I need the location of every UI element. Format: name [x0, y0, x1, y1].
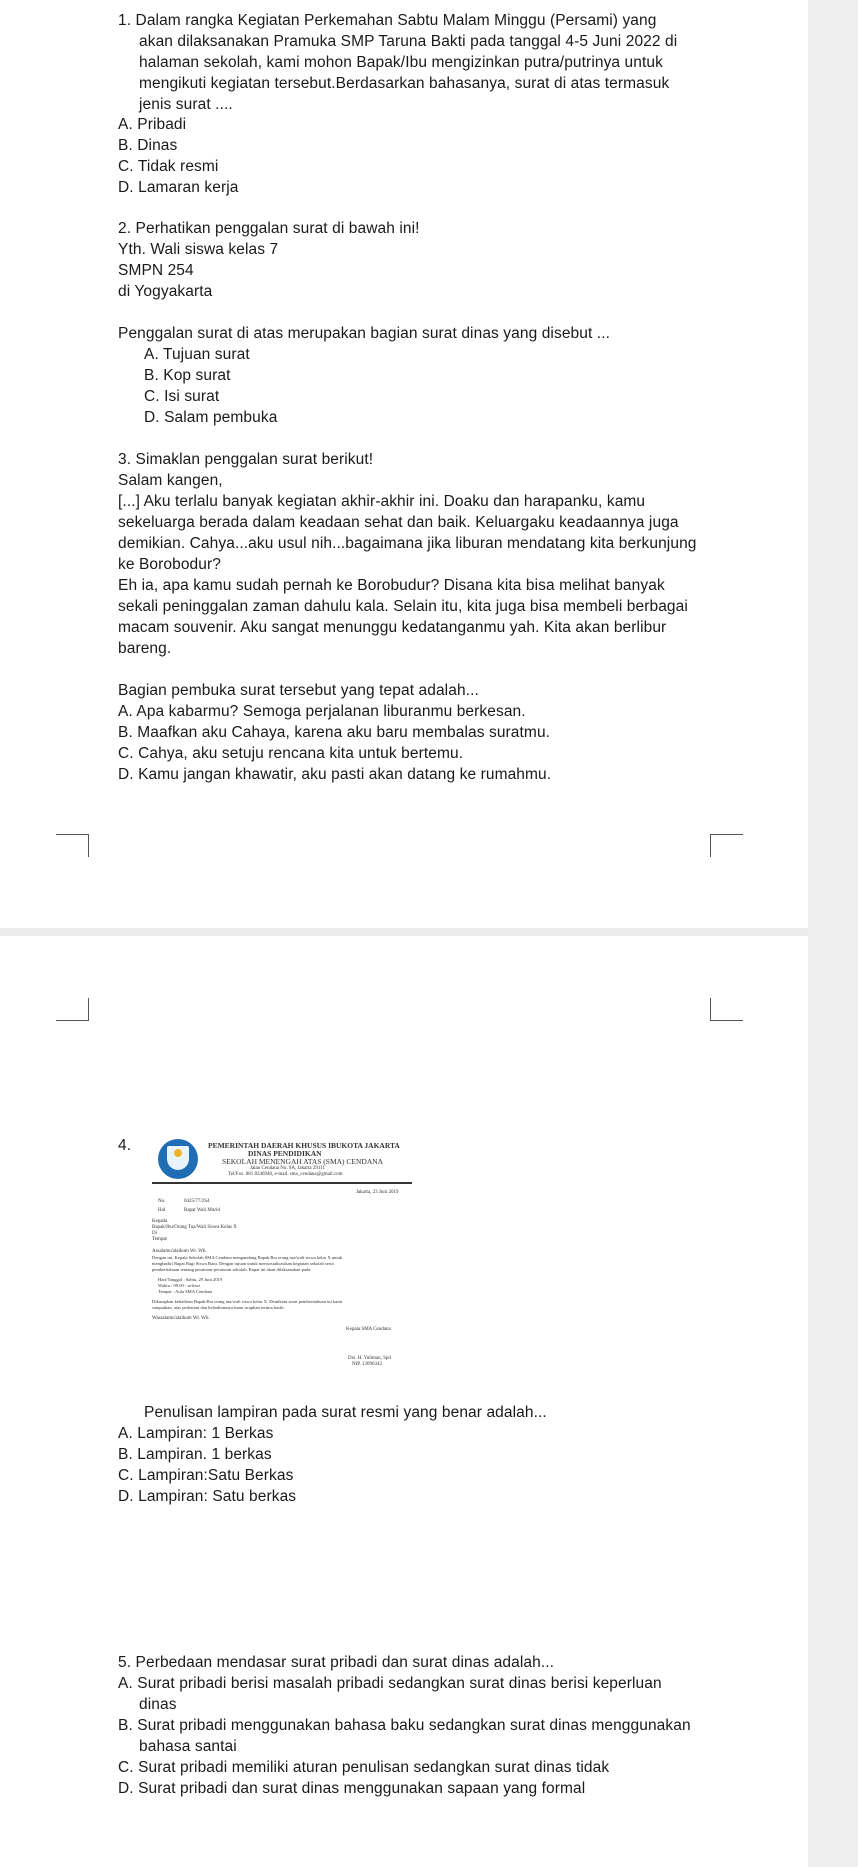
- q1-line: mengikuti kegiatan tersebut.Berdasarkan bahasanya, surat di atas termasuk: [139, 75, 670, 92]
- q2-line: di Yogyakarta: [118, 283, 213, 300]
- q3-option-c: C. Cahya, aku setuju rencana kita untuk bertemu.: [118, 745, 464, 762]
- q3-option-a: A. Apa kabarmu? Semoga perjalanan liburanmu berkesan.: [118, 703, 526, 720]
- q3-question: Bagian pembuka surat tersebut yang tepat adalah...: [118, 682, 479, 699]
- q3-line: sekeluarga berada dalam keadaan sehat dan baik. Keluargaku keadaannya juga: [118, 514, 679, 531]
- letterhead-rule: [152, 1182, 412, 1184]
- q2-option-a: A. Tujuan surat: [144, 346, 250, 363]
- letter-subject-label: Hal: [158, 1208, 166, 1213]
- q3-option-b: B. Maafkan aku Cahaya, karena aku baru membalas suratmu.: [118, 724, 551, 741]
- q5-option-a: A. Surat pribadi berisi masalah pribadi sedangkan surat dinas berisi keperluan: [118, 1675, 662, 1692]
- margin-mark: [710, 998, 743, 1021]
- letter-signatory-title: Kepala SMA Cendana: [346, 1327, 391, 1332]
- q3-line: Salam kangen,: [118, 472, 223, 489]
- letter-recipient: Kepada: [152, 1219, 168, 1224]
- letter-number-label: No.: [158, 1199, 166, 1204]
- letter-body: pemberitahuan tentang peraturan-peraturan sekolah. Rapat ini akan dilaksanakan pada:: [152, 1267, 312, 1272]
- q3-line: bareng.: [118, 640, 172, 657]
- letterhead-line: DINAS PENDIDIKAN: [248, 1149, 322, 1158]
- q1-line: halaman sekolah, kami mohon Bapak/Ibu mengizinkan putra/putrinya untuk: [139, 54, 663, 71]
- q4-question: Penulisan lampiran pada surat resmi yang benar adalah...: [144, 1404, 547, 1421]
- scrollbar-track[interactable]: [808, 0, 858, 1867]
- q4-option-a: A. Lampiran: 1 Berkas: [118, 1425, 274, 1442]
- letter-detail: Tempat : Aula SMA Cendana: [158, 1289, 213, 1294]
- letter-greeting: Assalamu'alaikum Wr. Wb.: [152, 1249, 207, 1254]
- q2-line: Yth. Wali siswa kelas 7: [118, 241, 279, 258]
- q3-line: macam souvenir. Aku sangat menunggu kedatanganmu yah. Kita akan berlibur: [118, 619, 667, 636]
- letter-number: 0425/77/2S4: [184, 1199, 210, 1204]
- q3-line: 3. Simaklan penggalan surat berikut!: [118, 451, 374, 468]
- letter-salutation: Wassalamu'alaikum Wr. Wb.: [152, 1316, 210, 1321]
- q4-option-d: D. Lampiran: Satu berkas: [118, 1488, 297, 1505]
- letterhead-line: Jalan Cendana No. 9A, Jakarta 29111: [250, 1166, 326, 1171]
- letter-closing: sampaikan, atas perhatian dan kehadirannya kami ucapkan terima kasih.: [152, 1305, 285, 1310]
- letterhead-line: SEKOLAH MENENGAH ATAS (SMA) CENDANA: [222, 1157, 384, 1166]
- letter-date: Jakarta, 23 Juni 2019: [356, 1190, 399, 1195]
- q2-question: Penggalan surat di atas merupakan bagian surat dinas yang disebut ...: [118, 325, 611, 342]
- q1-line: jenis surat ....: [139, 96, 233, 113]
- q5-option-c: C. Surat pribadi memiliki aturan penulisan sedangkan surat dinas tidak: [118, 1759, 610, 1776]
- q1-option-a: A. Pribadi: [118, 116, 187, 133]
- q5-question: 5. Perbedaan mendasar surat pribadi dan surat dinas adalah...: [118, 1654, 555, 1671]
- letter-signatory-name: Drs. H. Yuliman, Spd: [348, 1356, 391, 1361]
- q3-option-d: D. Kamu jangan khawatir, aku pasti akan datang ke rumahmu.: [118, 766, 552, 783]
- letter-signatory-nip: NIP. 13096342: [352, 1362, 383, 1367]
- q3-line: sekali peninggalan zaman dahulu kala. Selain itu, kita juga bisa membeli berbagai: [118, 598, 688, 615]
- document-page-1: [0, 0, 808, 928]
- letter-body: menghadiri Rapat Bagi Siswa Baru. Dengan tujuan untuk mensosialisasikan kegiatan sekolah serta: [152, 1261, 334, 1266]
- q2-option-c: C. Isi surat: [144, 388, 220, 405]
- q3-line: ke Borobodur?: [118, 556, 221, 573]
- page-separator: [0, 928, 808, 936]
- q2-option-d: D. Salam pembuka: [144, 409, 278, 426]
- letter-detail: Waktu : 09.00 - selesai: [158, 1283, 200, 1288]
- q4-number: 4.: [118, 1137, 132, 1154]
- q1-line: 1. Dalam rangka Kegiatan Perkemahan Sabtu Malam Minggu (Persami) yang: [118, 12, 657, 29]
- q4-option-b: B. Lampiran. 1 berkas: [118, 1446, 272, 1463]
- letter-body: Dengan ini, Kepala Sekolah SMA Cendana mengundang Bapak/Ibu orang tua/wali siswa kelas X untuk: [152, 1255, 343, 1260]
- letter-recipient: Bapak/Ibu/Orang Tua/Wali Siswa Kelas X: [152, 1225, 237, 1230]
- letter-subject: Rapat Wali Murid: [184, 1208, 220, 1213]
- q1-line: akan dilaksanakan Pramuka SMP Taruna Bakti pada tanggal 4-5 Juni 2022 di: [139, 33, 678, 50]
- q2-option-b: B. Kop surat: [144, 367, 231, 384]
- q5-option-b: B. Surat pribadi menggunakan bahasa baku sedangkan surat dinas menggunakan: [118, 1717, 691, 1734]
- q5-option-b-cont: bahasa santai: [139, 1738, 237, 1755]
- school-logo-icon: [158, 1139, 198, 1179]
- q2-line: 2. Perhatikan penggalan surat di bawah ini!: [118, 220, 420, 237]
- q1-option-c: C. Tidak resmi: [118, 158, 219, 175]
- q4-option-c: C. Lampiran:Satu Berkas: [118, 1467, 294, 1484]
- margin-mark: [56, 998, 89, 1021]
- letter-recipient: Tempat: [152, 1237, 167, 1242]
- margin-mark: [56, 834, 89, 857]
- q1-option-b: B. Dinas: [118, 137, 178, 154]
- margin-mark: [710, 834, 743, 857]
- q2-line: SMPN 254: [118, 262, 194, 279]
- letterhead-line: PEMERINTAH DAERAH KHUSUS IBUKOTA JAKARTA: [208, 1141, 400, 1150]
- letter-closing: Dikarapkan kehadiran Bapak/Ibu orang tua/wali siswa kelas X. Demikian surat pemberitahuan ini kami: [152, 1299, 343, 1304]
- letter-recipient: Di: [152, 1231, 157, 1236]
- letter-detail: Hari/Tanggal : Sabtu, 29 Juni 2019: [158, 1277, 223, 1282]
- letterhead-line: Tel/Fax. 081 8246940, e-mail. sma_cendana@gmail.com: [228, 1172, 343, 1177]
- q3-line: Eh ia, apa kamu sudah pernah ke Borobudur? Disana kita bisa melihat banyak: [118, 577, 665, 594]
- q5-option-d: D. Surat pribadi dan surat dinas menggunakan sapaan yang formal: [118, 1780, 586, 1797]
- q1-option-d: D. Lamaran kerja: [118, 179, 239, 196]
- official-letter-image: [150, 1135, 412, 1373]
- q3-line: [...] Aku terlalu banyak kegiatan akhir-akhir ini. Doaku dan harapanku, kamu: [118, 493, 646, 510]
- q5-option-a-cont: dinas: [139, 1696, 177, 1713]
- q3-line: demikian. Cahya...aku usul nih...bagaimana jika liburan mendatang kita berkunjung: [118, 535, 697, 552]
